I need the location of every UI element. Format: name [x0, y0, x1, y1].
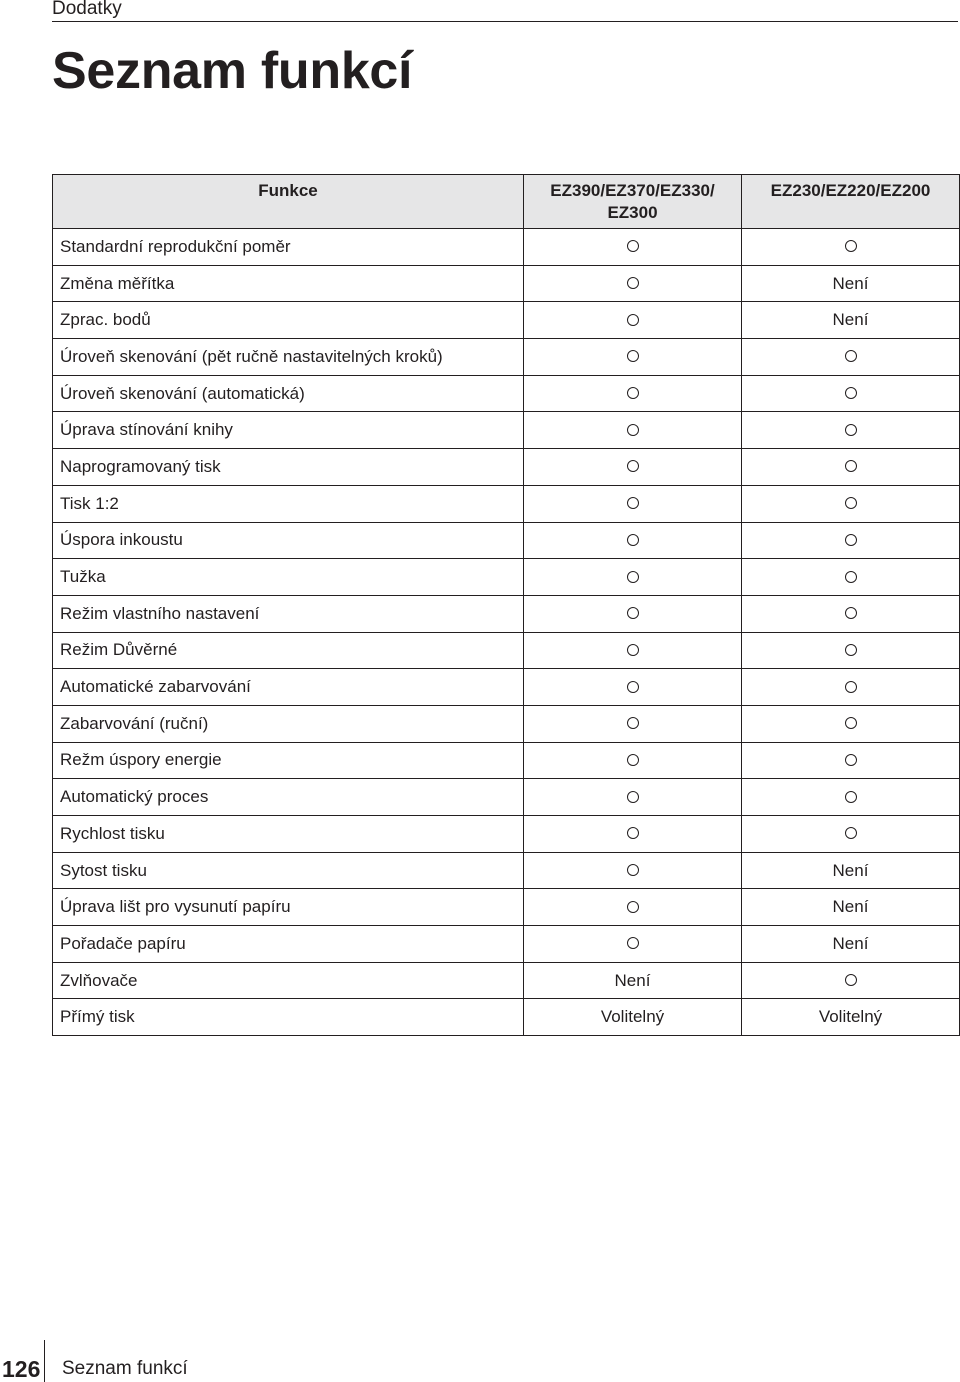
circle-icon: [627, 534, 639, 546]
table-row: [53, 229, 960, 266]
circle-icon: [845, 240, 857, 252]
circle-icon: [627, 387, 639, 399]
availability-cell: [524, 449, 742, 486]
table-row: [53, 559, 960, 596]
availability-cell: [742, 705, 960, 742]
table-row: [53, 302, 960, 339]
function-name-cell: Tisk 1:2: [53, 485, 524, 522]
table-row: [53, 485, 960, 522]
circle-icon: [627, 681, 639, 693]
function-name-cell: Režm úspory energie: [53, 742, 524, 779]
availability-cell: [742, 412, 960, 449]
function-name-cell: Rychlost tisku: [53, 816, 524, 853]
availability-cell: [524, 302, 742, 339]
circle-icon: [627, 937, 639, 949]
availability-cell: [742, 559, 960, 596]
circle-icon: [845, 754, 857, 766]
availability-cell: [742, 669, 960, 706]
function-name-cell: Zvlňovače: [53, 962, 524, 999]
availability-cell: [524, 705, 742, 742]
availability-text-cell: Volitelný: [742, 999, 960, 1036]
footer-divider: [44, 1340, 45, 1382]
circle-icon: [627, 717, 639, 729]
availability-cell: [742, 522, 960, 559]
circle-icon: [845, 387, 857, 399]
table-row: [53, 999, 960, 1036]
function-name-cell: Úspora inkoustu: [53, 522, 524, 559]
circle-icon: [627, 607, 639, 619]
availability-cell: [742, 375, 960, 412]
availability-cell: [524, 265, 742, 302]
circle-icon: [627, 791, 639, 803]
circle-icon: [845, 460, 857, 472]
function-name-cell: Úprava lišt pro vysunutí papíru: [53, 889, 524, 926]
function-name-cell: Úprava stínování knihy: [53, 412, 524, 449]
function-name-cell: Standardní reprodukční poměr: [53, 229, 524, 266]
circle-icon: [845, 974, 857, 986]
circle-icon: [845, 791, 857, 803]
availability-cell: [742, 962, 960, 999]
table-row: [53, 412, 960, 449]
availability-cell: [742, 632, 960, 669]
function-name-cell: Změna měřítka: [53, 265, 524, 302]
circle-icon: [845, 497, 857, 509]
table-row: [53, 265, 960, 302]
table-row: [53, 889, 960, 926]
availability-cell: [742, 485, 960, 522]
header-rule: [52, 21, 958, 22]
function-name-cell: Tužka: [53, 559, 524, 596]
function-table: [52, 174, 960, 1036]
availability-text-cell: Není: [742, 265, 960, 302]
function-name-cell: Přímý tisk: [53, 999, 524, 1036]
circle-icon: [627, 460, 639, 472]
circle-icon: [845, 717, 857, 729]
availability-cell: [742, 449, 960, 486]
availability-cell: [742, 229, 960, 266]
availability-cell: [742, 816, 960, 853]
column-header-function: Funkce: [53, 175, 524, 229]
table-row: [53, 339, 960, 376]
availability-cell: [524, 559, 742, 596]
table-row: [53, 705, 960, 742]
availability-text-cell: Není: [524, 962, 742, 999]
circle-icon: [627, 277, 639, 289]
circle-icon: [845, 607, 857, 619]
table-row: [53, 669, 960, 706]
availability-cell: [524, 522, 742, 559]
availability-cell: [742, 742, 960, 779]
column-header-model-a: EZ390/EZ370/EZ330/ EZ300: [524, 175, 742, 229]
table-row: [53, 375, 960, 412]
function-name-cell: Pořadače papíru: [53, 926, 524, 963]
table-row: [53, 632, 960, 669]
availability-text-cell: Není: [742, 889, 960, 926]
circle-icon: [627, 827, 639, 839]
column-header-model-b: EZ230/EZ220/EZ200: [742, 175, 960, 229]
availability-cell: [524, 669, 742, 706]
availability-cell: [524, 412, 742, 449]
circle-icon: [627, 350, 639, 362]
table-row: [53, 522, 960, 559]
table-header-row: [53, 175, 960, 229]
function-name-cell: Úroveň skenování (pět ručně nastavitelných kroků): [53, 339, 524, 376]
function-name-cell: Naprogramovaný tisk: [53, 449, 524, 486]
circle-icon: [845, 644, 857, 656]
circle-icon: [627, 240, 639, 252]
availability-text-cell: Není: [742, 926, 960, 963]
availability-cell: [524, 742, 742, 779]
table-row: [53, 779, 960, 816]
availability-cell: [524, 632, 742, 669]
table-row: [53, 816, 960, 853]
availability-text-cell: Není: [742, 852, 960, 889]
function-name-cell: Úroveň skenování (automatická): [53, 375, 524, 412]
circle-icon: [627, 644, 639, 656]
availability-text-cell: Volitelný: [524, 999, 742, 1036]
availability-text-cell: Není: [742, 302, 960, 339]
availability-cell: [524, 926, 742, 963]
circle-icon: [845, 534, 857, 546]
circle-icon: [845, 681, 857, 693]
circle-icon: [845, 571, 857, 583]
availability-cell: [524, 779, 742, 816]
availability-cell: [742, 339, 960, 376]
section-label: Dodatky: [52, 0, 122, 19]
circle-icon: [627, 424, 639, 436]
function-name-cell: Automatický proces: [53, 779, 524, 816]
circle-icon: [627, 314, 639, 326]
availability-cell: [524, 375, 742, 412]
circle-icon: [627, 901, 639, 913]
circle-icon: [845, 424, 857, 436]
footer-section-title: Seznam funkcí: [62, 1358, 188, 1379]
availability-cell: [524, 229, 742, 266]
function-name-cell: Režim vlastního nastavení: [53, 595, 524, 632]
function-name-cell: Sytost tisku: [53, 852, 524, 889]
function-name-cell: Zabarvování (ruční): [53, 705, 524, 742]
function-name-cell: Automatické zabarvování: [53, 669, 524, 706]
availability-cell: [524, 485, 742, 522]
circle-icon: [845, 350, 857, 362]
availability-cell: [524, 339, 742, 376]
availability-cell: [524, 816, 742, 853]
table-row: [53, 742, 960, 779]
availability-cell: [524, 852, 742, 889]
circle-icon: [627, 754, 639, 766]
availability-cell: [524, 889, 742, 926]
circle-icon: [627, 864, 639, 876]
circle-icon: [845, 827, 857, 839]
table-row: [53, 926, 960, 963]
circle-icon: [627, 571, 639, 583]
table-row: [53, 852, 960, 889]
function-name-cell: Zprac. bodů: [53, 302, 524, 339]
table-row: [53, 595, 960, 632]
function-name-cell: Režim Důvěrné: [53, 632, 524, 669]
table-row: [53, 962, 960, 999]
page-number: 126: [2, 1356, 41, 1382]
table-body: [53, 229, 960, 1036]
availability-cell: [742, 779, 960, 816]
circle-icon: [627, 497, 639, 509]
table-row: [53, 449, 960, 486]
availability-cell: [742, 595, 960, 632]
availability-cell: [524, 595, 742, 632]
page-title: Seznam funkcí: [52, 42, 413, 100]
